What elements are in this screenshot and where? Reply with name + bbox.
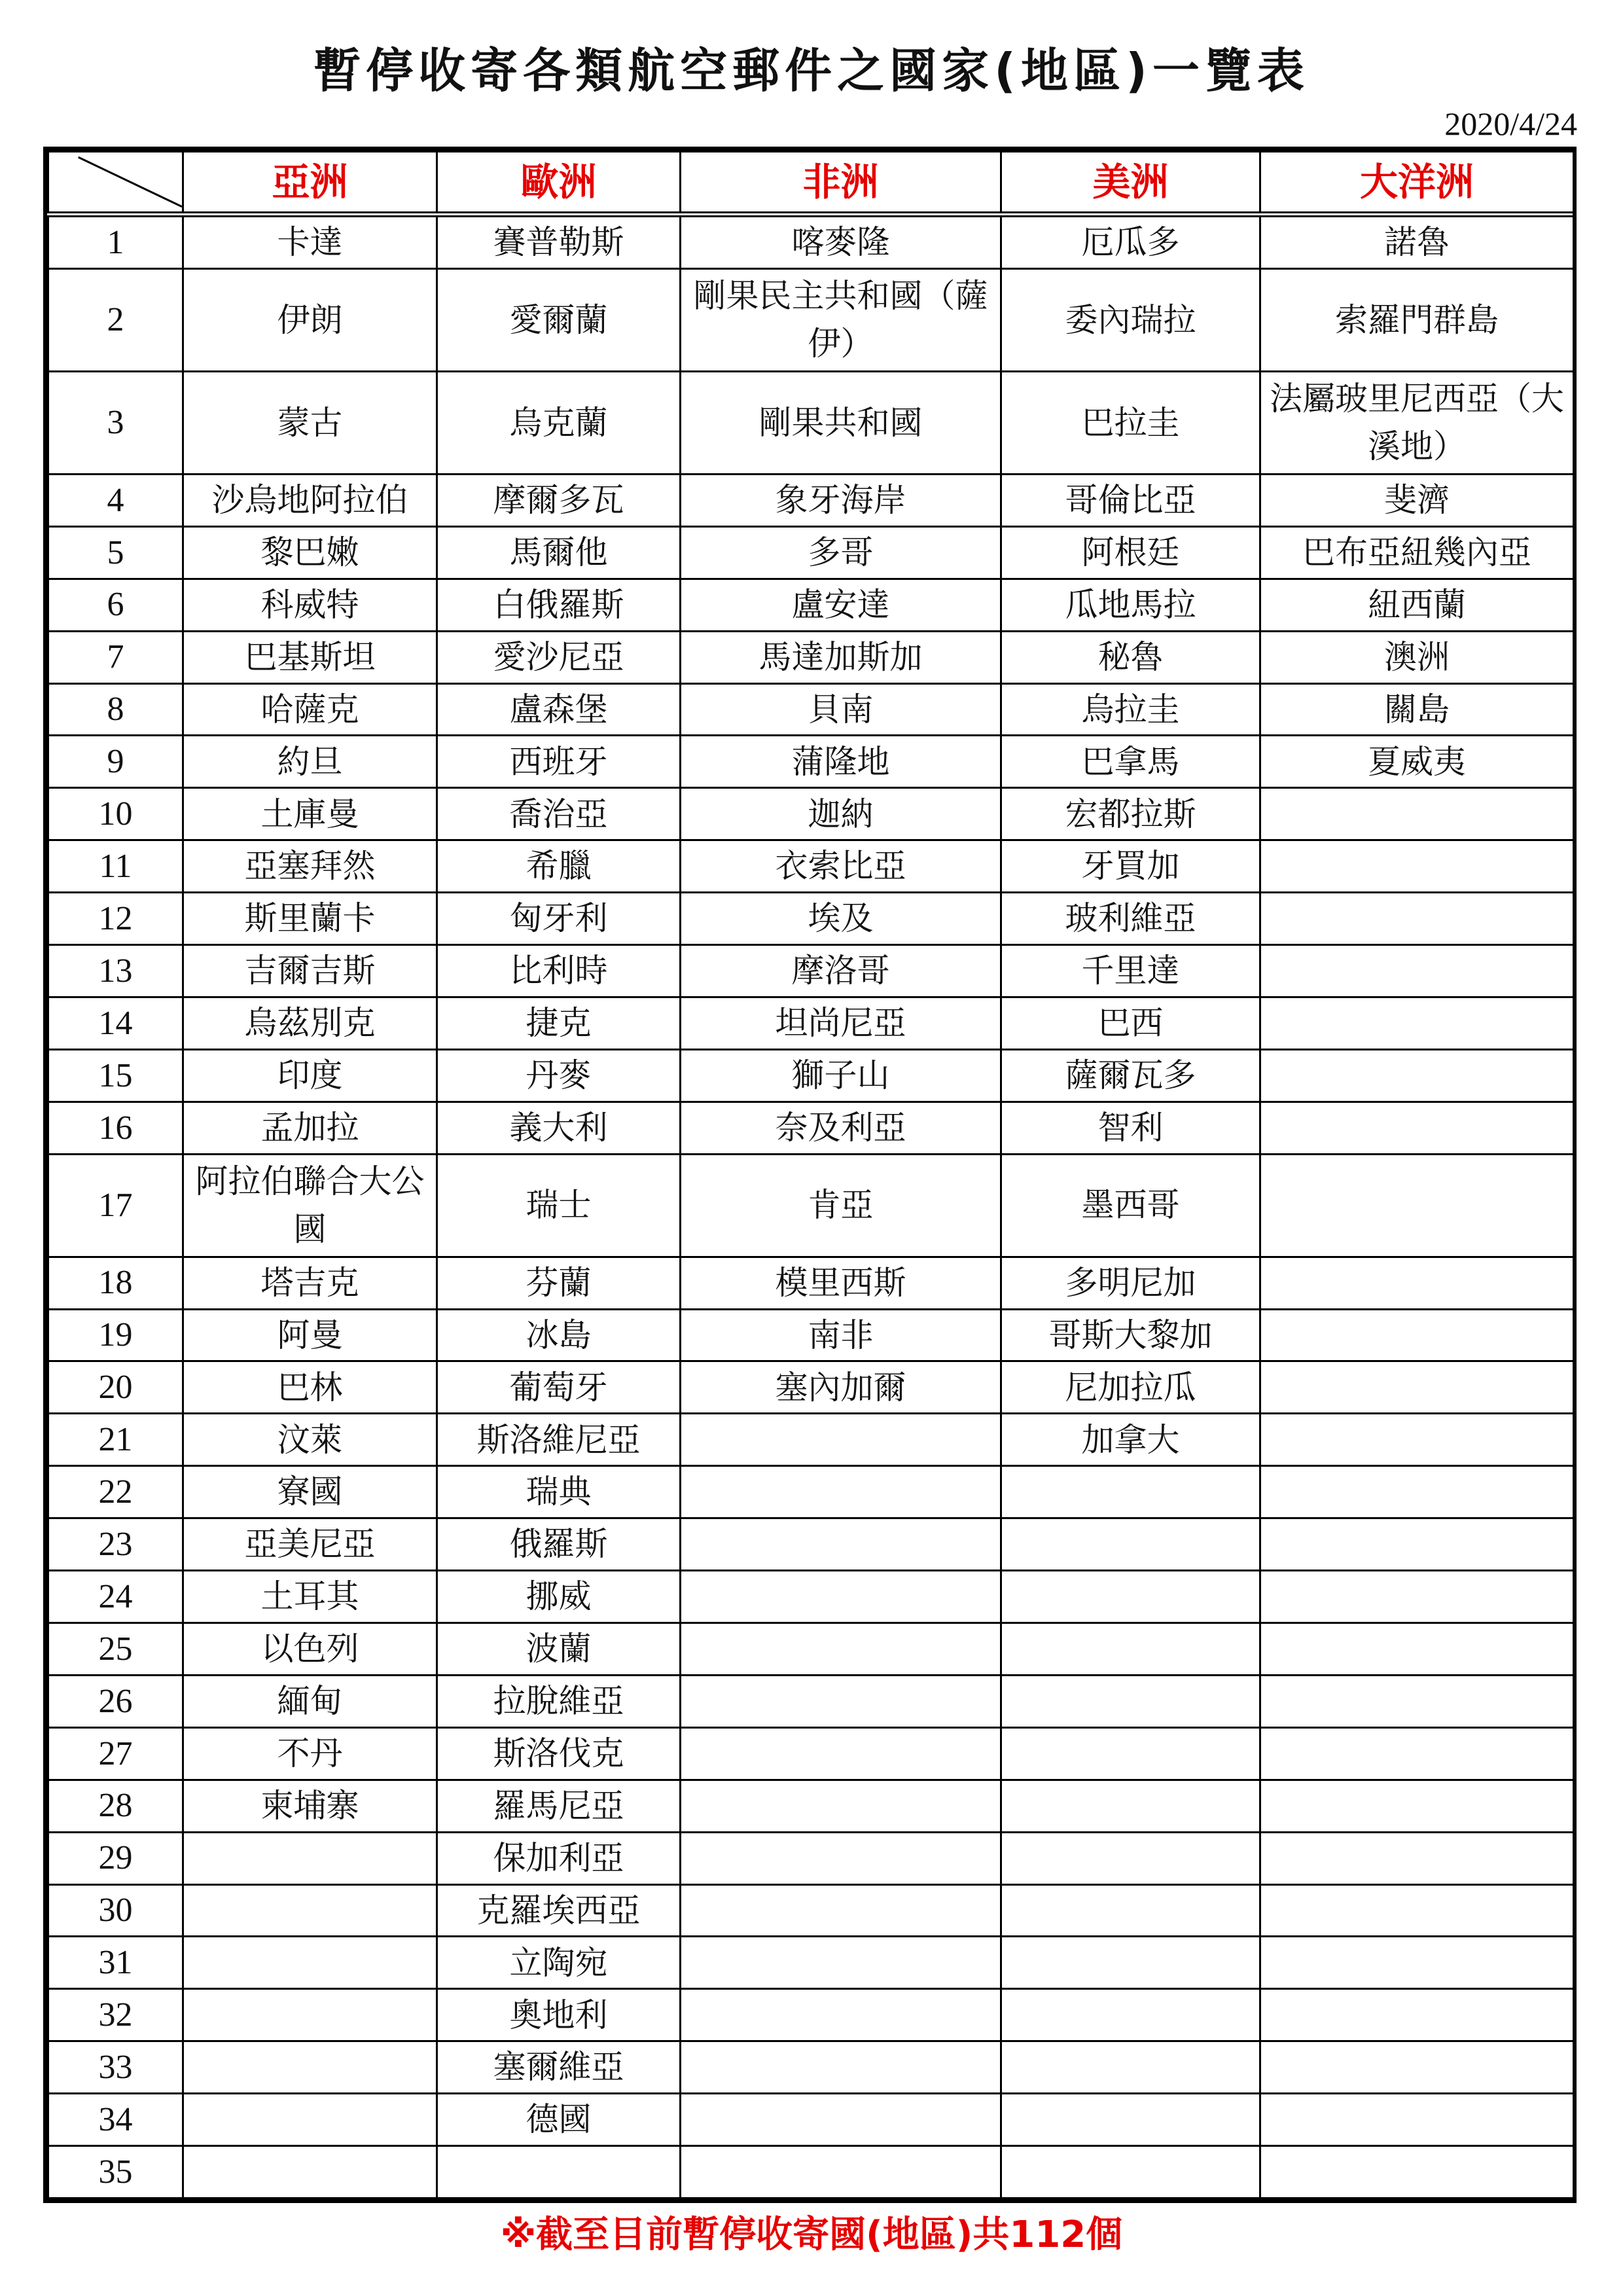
- cell-africa: 喀麥隆: [681, 215, 1001, 269]
- cell-europe: 葡萄牙: [437, 1361, 681, 1414]
- cell-americas: 哥斯大黎加: [1001, 1309, 1260, 1361]
- cell-africa: 南非: [681, 1309, 1001, 1361]
- table-row: [48, 1727, 1574, 1780]
- row-number: 30: [48, 1884, 183, 1937]
- table-row: [48, 371, 1574, 474]
- country-table-frame: [43, 147, 1577, 2203]
- table-row: [48, 1414, 1574, 1466]
- cell-asia: [183, 1832, 437, 1884]
- row-number: 10: [48, 788, 183, 840]
- cell-africa: 肯亞: [681, 1154, 1001, 1257]
- cell-americas: 瓜地馬拉: [1001, 579, 1260, 631]
- row-number: 27: [48, 1727, 183, 1780]
- cell-oceania: [1260, 1257, 1574, 1309]
- cell-oceania: 關島: [1260, 683, 1574, 736]
- cell-americas: [1001, 1518, 1260, 1571]
- row-number: 19: [48, 1309, 183, 1361]
- cell-americas: 巴拿馬: [1001, 736, 1260, 788]
- cell-americas: 薩爾瓦多: [1001, 1049, 1260, 1102]
- cell-africa: [681, 1780, 1001, 1832]
- cell-africa: [681, 2146, 1001, 2198]
- cell-europe: 捷克: [437, 997, 681, 1049]
- cell-africa: 盧安達: [681, 579, 1001, 631]
- cell-oceania: [1260, 840, 1574, 893]
- diagonal-line: [49, 152, 182, 211]
- cell-oceania: [1260, 1309, 1574, 1361]
- cell-oceania: [1260, 997, 1574, 1049]
- cell-africa: [681, 1832, 1001, 1884]
- row-number: 13: [48, 945, 183, 997]
- cell-oceania: 巴布亞紐幾內亞: [1260, 526, 1574, 579]
- table-row: [48, 526, 1574, 579]
- cell-asia: 烏茲別克: [183, 997, 437, 1049]
- row-number: 16: [48, 1102, 183, 1154]
- header-africa: 非洲: [681, 152, 1001, 215]
- cell-africa: [681, 2041, 1001, 2094]
- cell-asia: 吉爾吉斯: [183, 945, 437, 997]
- cell-asia: 科威特: [183, 579, 437, 631]
- table-row: [48, 1518, 1574, 1571]
- cell-oceania: [1260, 1884, 1574, 1937]
- cell-europe: 波蘭: [437, 1623, 681, 1675]
- cell-europe: 斯洛伐克: [437, 1727, 681, 1780]
- cell-europe: 俄羅斯: [437, 1518, 681, 1571]
- cell-europe: 冰島: [437, 1309, 681, 1361]
- cell-asia: [183, 2146, 437, 2198]
- cell-oceania: [1260, 1414, 1574, 1466]
- cell-africa: 多哥: [681, 526, 1001, 579]
- row-number: 3: [48, 371, 183, 474]
- cell-oceania: [1260, 1518, 1574, 1571]
- cell-asia: 土庫曼: [183, 788, 437, 840]
- table-row: [48, 1832, 1574, 1884]
- cell-europe: 比利時: [437, 945, 681, 997]
- cell-americas: [1001, 2146, 1260, 2198]
- table-row: [48, 1309, 1574, 1361]
- cell-asia: 以色列: [183, 1623, 437, 1675]
- cell-asia: 亞塞拜然: [183, 840, 437, 893]
- cell-americas: 烏拉圭: [1001, 683, 1260, 736]
- cell-europe: [437, 2146, 681, 2198]
- cell-africa: 奈及利亞: [681, 1102, 1001, 1154]
- cell-americas: [1001, 2094, 1260, 2146]
- cell-americas: 委內瑞拉: [1001, 268, 1260, 371]
- cell-europe: 摩爾多瓦: [437, 474, 681, 526]
- cell-europe: 匈牙利: [437, 893, 681, 945]
- row-number: 34: [48, 2094, 183, 2146]
- table-row: [48, 1623, 1574, 1675]
- cell-americas: [1001, 1937, 1260, 1989]
- table-row: [48, 683, 1574, 736]
- cell-europe: 丹麥: [437, 1049, 681, 1102]
- cell-asia: 不丹: [183, 1727, 437, 1780]
- cell-africa: [681, 1571, 1001, 1623]
- cell-oceania: 夏威夷: [1260, 736, 1574, 788]
- cell-asia: 土耳其: [183, 1571, 437, 1623]
- table-row: [48, 1466, 1574, 1518]
- cell-americas: 巴拉圭: [1001, 371, 1260, 474]
- cell-asia: 塔吉克: [183, 1257, 437, 1309]
- cell-asia: 孟加拉: [183, 1102, 437, 1154]
- cell-asia: [183, 2094, 437, 2146]
- cell-asia: [183, 2041, 437, 2094]
- cell-asia: 柬埔寨: [183, 1780, 437, 1832]
- cell-europe: 奧地利: [437, 1989, 681, 2041]
- document-date: 2020/4/24: [1444, 105, 1577, 142]
- table-body: [48, 215, 1574, 2198]
- cell-oceania: [1260, 1466, 1574, 1518]
- cell-americas: 牙買加: [1001, 840, 1260, 893]
- table-header: [48, 152, 1574, 215]
- cell-americas: 厄瓜多: [1001, 215, 1260, 269]
- table-row: [48, 736, 1574, 788]
- cell-africa: [681, 1466, 1001, 1518]
- cell-europe: 愛沙尼亞: [437, 631, 681, 683]
- cell-africa: [681, 2094, 1001, 2146]
- cell-oceania: [1260, 1937, 1574, 1989]
- cell-africa: 蒲隆地: [681, 736, 1001, 788]
- cell-europe: 盧森堡: [437, 683, 681, 736]
- cell-oceania: [1260, 945, 1574, 997]
- table-row: [48, 1154, 1574, 1257]
- cell-americas: 千里達: [1001, 945, 1260, 997]
- cell-oceania: 法屬玻里尼西亞（大溪地）: [1260, 371, 1574, 474]
- table-row: [48, 2094, 1574, 2146]
- cell-asia: 印度: [183, 1049, 437, 1102]
- table-row: [48, 840, 1574, 893]
- cell-asia: 約旦: [183, 736, 437, 788]
- table-row: [48, 1780, 1574, 1832]
- cell-europe: 愛爾蘭: [437, 268, 681, 371]
- cell-europe: 保加利亞: [437, 1832, 681, 1884]
- row-number: 4: [48, 474, 183, 526]
- table-row: [48, 2041, 1574, 2094]
- table-row: [48, 215, 1574, 269]
- cell-oceania: [1260, 1571, 1574, 1623]
- cell-americas: [1001, 1989, 1260, 2041]
- cell-americas: 阿根廷: [1001, 526, 1260, 579]
- cell-americas: [1001, 1884, 1260, 1937]
- cell-americas: 宏都拉斯: [1001, 788, 1260, 840]
- cell-oceania: [1260, 2041, 1574, 2094]
- document-title: 暫停收寄各類航空郵件之國家(地區)一覽表: [313, 43, 1310, 98]
- row-number: 17: [48, 1154, 183, 1257]
- cell-europe: 喬治亞: [437, 788, 681, 840]
- row-number: 11: [48, 840, 183, 893]
- header-europe: 歐洲: [437, 152, 681, 215]
- cell-asia: 巴林: [183, 1361, 437, 1414]
- cell-asia: 斯里蘭卡: [183, 893, 437, 945]
- cell-asia: 亞美尼亞: [183, 1518, 437, 1571]
- cell-americas: 墨西哥: [1001, 1154, 1260, 1257]
- table-row: [48, 1989, 1574, 2041]
- cell-americas: [1001, 1727, 1260, 1780]
- cell-europe: 瑞典: [437, 1466, 681, 1518]
- cell-europe: 馬爾他: [437, 526, 681, 579]
- row-number: 7: [48, 631, 183, 683]
- cell-americas: [1001, 1675, 1260, 1727]
- table-row: [48, 1049, 1574, 1102]
- cell-africa: 獅子山: [681, 1049, 1001, 1102]
- row-number: 20: [48, 1361, 183, 1414]
- cell-africa: [681, 1623, 1001, 1675]
- cell-americas: 加拿大: [1001, 1414, 1260, 1466]
- cell-africa: 剛果民主共和國（薩伊）: [681, 268, 1001, 371]
- cell-europe: 烏克蘭: [437, 371, 681, 474]
- cell-americas: [1001, 1623, 1260, 1675]
- cell-oceania: [1260, 1361, 1574, 1414]
- cell-africa: 象牙海岸: [681, 474, 1001, 526]
- cell-africa: 摩洛哥: [681, 945, 1001, 997]
- cell-oceania: 紐西蘭: [1260, 579, 1574, 631]
- cell-asia: 緬甸: [183, 1675, 437, 1727]
- cell-oceania: [1260, 1049, 1574, 1102]
- cell-oceania: 索羅門群島: [1260, 268, 1574, 371]
- row-number: 24: [48, 1571, 183, 1623]
- cell-oceania: [1260, 1727, 1574, 1780]
- cell-oceania: [1260, 2146, 1574, 2198]
- cell-africa: 貝南: [681, 683, 1001, 736]
- cell-oceania: [1260, 788, 1574, 840]
- cell-africa: [681, 1414, 1001, 1466]
- cell-asia: 寮國: [183, 1466, 437, 1518]
- cell-europe: 克羅埃西亞: [437, 1884, 681, 1937]
- table-row: [48, 1571, 1574, 1623]
- cell-asia: 黎巴嫩: [183, 526, 437, 579]
- header-americas: 美洲: [1001, 152, 1260, 215]
- cell-oceania: 澳洲: [1260, 631, 1574, 683]
- cell-oceania: [1260, 1102, 1574, 1154]
- cell-africa: [681, 1884, 1001, 1937]
- cell-europe: 白俄羅斯: [437, 579, 681, 631]
- cell-africa: 迦納: [681, 788, 1001, 840]
- cell-americas: 智利: [1001, 1102, 1260, 1154]
- cell-asia: 伊朗: [183, 268, 437, 371]
- cell-americas: [1001, 1832, 1260, 1884]
- cell-africa: [681, 1675, 1001, 1727]
- row-number: 18: [48, 1257, 183, 1309]
- cell-africa: 埃及: [681, 893, 1001, 945]
- table-row: [48, 1675, 1574, 1727]
- cell-europe: 芬蘭: [437, 1257, 681, 1309]
- cell-americas: 巴西: [1001, 997, 1260, 1049]
- cell-europe: 挪威: [437, 1571, 681, 1623]
- row-number: 31: [48, 1937, 183, 1989]
- cell-asia: 蒙古: [183, 371, 437, 474]
- cell-oceania: [1260, 1989, 1574, 2041]
- cell-europe: 賽普勒斯: [437, 215, 681, 269]
- cell-africa: [681, 1727, 1001, 1780]
- cell-africa: 剛果共和國: [681, 371, 1001, 474]
- cell-asia: 沙烏地阿拉伯: [183, 474, 437, 526]
- row-number: 12: [48, 893, 183, 945]
- row-number: 25: [48, 1623, 183, 1675]
- table-row: [48, 893, 1574, 945]
- row-number: 26: [48, 1675, 183, 1727]
- cell-asia: 巴基斯坦: [183, 631, 437, 683]
- corner-cell: [48, 152, 183, 215]
- table-row: [48, 1257, 1574, 1309]
- country-table: [47, 151, 1575, 2199]
- footnote: ※截至目前暫停收寄國(地區)共112個: [500, 2214, 1123, 2256]
- cell-asia: 哈薩克: [183, 683, 437, 736]
- cell-africa: 衣索比亞: [681, 840, 1001, 893]
- row-number: 32: [48, 1989, 183, 2041]
- cell-americas: 多明尼加: [1001, 1257, 1260, 1309]
- cell-asia: 阿拉伯聯合大公國: [183, 1154, 437, 1257]
- table-row: [48, 1361, 1574, 1414]
- cell-europe: 德國: [437, 2094, 681, 2146]
- table-row: [48, 268, 1574, 371]
- table-row: [48, 474, 1574, 526]
- row-number: 5: [48, 526, 183, 579]
- cell-europe: 義大利: [437, 1102, 681, 1154]
- cell-americas: [1001, 1571, 1260, 1623]
- cell-asia: [183, 1884, 437, 1937]
- cell-africa: 塞內加爾: [681, 1361, 1001, 1414]
- cell-oceania: [1260, 1675, 1574, 1727]
- header-row: [48, 152, 1574, 215]
- cell-europe: 拉脫維亞: [437, 1675, 681, 1727]
- cell-oceania: [1260, 1832, 1574, 1884]
- table-row: [48, 997, 1574, 1049]
- cell-europe: 希臘: [437, 840, 681, 893]
- cell-europe: 塞爾維亞: [437, 2041, 681, 2094]
- header-asia: 亞洲: [183, 152, 437, 215]
- cell-europe: 立陶宛: [437, 1937, 681, 1989]
- cell-americas: 秘魯: [1001, 631, 1260, 683]
- table-row: [48, 1884, 1574, 1937]
- cell-americas: [1001, 2041, 1260, 2094]
- row-number: 14: [48, 997, 183, 1049]
- cell-asia: [183, 1989, 437, 2041]
- cell-europe: 西班牙: [437, 736, 681, 788]
- table-row: [48, 788, 1574, 840]
- cell-europe: 斯洛維尼亞: [437, 1414, 681, 1466]
- row-number: 28: [48, 1780, 183, 1832]
- table-row: [48, 631, 1574, 683]
- table-row: [48, 945, 1574, 997]
- row-number: 23: [48, 1518, 183, 1571]
- cell-asia: [183, 1937, 437, 1989]
- cell-americas: 玻利維亞: [1001, 893, 1260, 945]
- cell-americas: [1001, 1780, 1260, 1832]
- cell-oceania: [1260, 1623, 1574, 1675]
- table-row: [48, 2146, 1574, 2198]
- cell-oceania: 斐濟: [1260, 474, 1574, 526]
- row-number: 35: [48, 2146, 183, 2198]
- row-number: 15: [48, 1049, 183, 1102]
- cell-africa: 馬達加斯加: [681, 631, 1001, 683]
- cell-oceania: [1260, 893, 1574, 945]
- row-number: 8: [48, 683, 183, 736]
- cell-asia: 卡達: [183, 215, 437, 269]
- row-number: 21: [48, 1414, 183, 1466]
- cell-oceania: 諾魯: [1260, 215, 1574, 269]
- cell-africa: [681, 1937, 1001, 1989]
- cell-europe: 瑞士: [437, 1154, 681, 1257]
- row-number: 2: [48, 268, 183, 371]
- row-number: 29: [48, 1832, 183, 1884]
- row-number: 9: [48, 736, 183, 788]
- cell-oceania: [1260, 2094, 1574, 2146]
- cell-oceania: [1260, 1780, 1574, 1832]
- row-number: 22: [48, 1466, 183, 1518]
- cell-asia: 阿曼: [183, 1309, 437, 1361]
- table-row: [48, 579, 1574, 631]
- row-number: 33: [48, 2041, 183, 2094]
- cell-americas: [1001, 1466, 1260, 1518]
- row-number: 1: [48, 215, 183, 269]
- cell-europe: 羅馬尼亞: [437, 1780, 681, 1832]
- cell-americas: 尼加拉瓜: [1001, 1361, 1260, 1414]
- cell-asia: 汶萊: [183, 1414, 437, 1466]
- table-row: [48, 1937, 1574, 1989]
- table-row: [48, 1102, 1574, 1154]
- cell-africa: [681, 1989, 1001, 2041]
- cell-africa: 模里西斯: [681, 1257, 1001, 1309]
- cell-oceania: [1260, 1154, 1574, 1257]
- cell-africa: 坦尚尼亞: [681, 997, 1001, 1049]
- header-oceania: 大洋洲: [1260, 152, 1574, 215]
- cell-africa: [681, 1518, 1001, 1571]
- cell-americas: 哥倫比亞: [1001, 474, 1260, 526]
- row-number: 6: [48, 579, 183, 631]
